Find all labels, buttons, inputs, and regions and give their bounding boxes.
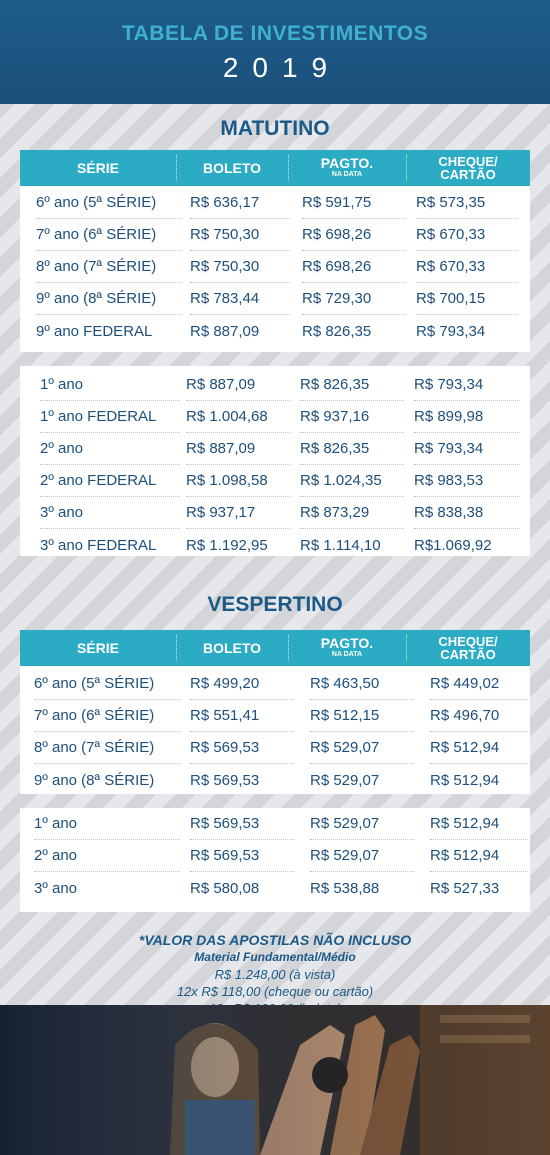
cell-boleto: R$ 937,17 <box>186 497 290 529</box>
cell-boleto: R$ 580,08 <box>190 879 260 897</box>
matutino-group2-table <box>20 366 530 556</box>
col-pagto-label: PAGTO. <box>320 155 374 171</box>
section-title-vespertino: VESPERTINO <box>207 593 343 616</box>
cell-boleto: R$ 636,17 <box>190 187 290 219</box>
col-cheque-label-2: CARTÃO <box>440 647 496 662</box>
cell-pagto: R$ 463,50 <box>310 668 414 700</box>
cell-cheque: R$ 670,33 <box>416 219 518 251</box>
cell-serie: 2º ano <box>40 433 180 465</box>
col-cheque-label-1: CHEQUE/ <box>438 634 498 649</box>
cell-cheque: R$ 512,94 <box>430 732 528 764</box>
cell-pagto: R$ 826,35 <box>300 369 404 401</box>
table-row <box>20 433 530 465</box>
col-cheque-label-1: CHEQUE/ <box>438 154 498 169</box>
table-row <box>20 497 530 529</box>
col-pagto-sub: NA DATA <box>331 171 363 178</box>
cell-cheque: R$ 573,35 <box>416 187 518 219</box>
cell-cheque: R$ 512,94 <box>430 840 528 872</box>
cell-serie: 1º ano FEDERAL <box>40 401 180 433</box>
table-row <box>20 529 530 561</box>
cell-pagto: R$ 937,16 <box>300 401 404 433</box>
table-row <box>20 465 530 497</box>
cell-cheque: R$ 793,34 <box>416 322 486 340</box>
matutino-group1-table <box>20 186 530 352</box>
cell-pagto: R$ 529,07 <box>310 771 380 789</box>
col-cheque <box>406 630 530 666</box>
students-photo <box>0 1005 550 1155</box>
cell-cheque: R$ 793,34 <box>414 369 520 401</box>
cell-boleto: R$ 1.004,68 <box>186 401 290 433</box>
cell-cheque: R$ 899,98 <box>414 401 520 433</box>
col-cheque-label-2: CARTÃO <box>440 167 496 182</box>
cell-boleto: R$ 783,44 <box>190 283 290 315</box>
col-pagto <box>288 630 406 666</box>
cell-pagto: R$ 873,29 <box>300 497 404 529</box>
col-serie-label: SÉRIE <box>76 639 119 656</box>
table-row <box>20 283 530 315</box>
table-row <box>20 668 530 700</box>
cell-boleto: R$ 551,41 <box>190 700 294 732</box>
table-row <box>20 401 530 433</box>
cell-cheque: R$ 512,94 <box>430 771 500 789</box>
table-row <box>20 840 530 872</box>
cell-serie: 9º ano FEDERAL <box>36 322 153 340</box>
footnote-title: *VALOR DAS APOSTILAS NÃO INCLUSO <box>138 932 412 948</box>
col-boleto <box>176 630 288 666</box>
cell-boleto: R$ 569,53 <box>190 840 294 872</box>
col-pagto-sub: NA DATA <box>331 651 363 658</box>
table-header-vespertino <box>20 630 530 666</box>
cell-pagto: R$ 529,07 <box>310 840 414 872</box>
table-row <box>20 315 530 347</box>
col-pagto-label: PAGTO. <box>320 635 374 651</box>
cell-pagto: R$ 591,75 <box>302 187 406 219</box>
cell-serie: 1º ano <box>40 369 180 401</box>
table-row <box>20 872 530 904</box>
cell-serie: 8º ano (7ª SÉRIE) <box>34 732 180 764</box>
cell-pagto: R$ 698,26 <box>302 219 406 251</box>
cell-pagto: R$ 1.024,35 <box>300 465 404 497</box>
cell-cheque: R$ 496,70 <box>430 700 528 732</box>
cell-serie: 3º ano FEDERAL <box>40 536 157 554</box>
cell-pagto: R$ 512,15 <box>310 700 414 732</box>
col-boleto-label: BOLETO <box>202 639 262 656</box>
table-row <box>20 369 530 401</box>
cell-boleto: R$ 569,53 <box>190 732 294 764</box>
cell-boleto: R$ 887,09 <box>190 322 260 340</box>
cell-cheque: R$ 793,34 <box>414 433 520 465</box>
footnote-price-cash: R$ 1.248,00 (à vista) <box>214 967 336 982</box>
cell-pagto: R$ 529,07 <box>310 732 414 764</box>
cell-boleto: R$ 887,09 <box>186 369 290 401</box>
cell-serie: 6º ano (5ª SÉRIE) <box>34 668 180 700</box>
footnote-price-card: 12x R$ 118,00 (cheque ou cartão) <box>176 984 374 999</box>
cell-boleto: R$ 1.098,58 <box>186 465 290 497</box>
col-pagto <box>288 150 406 186</box>
cell-serie: 3º ano <box>40 497 180 529</box>
cell-pagto: R$ 826,35 <box>302 322 372 340</box>
vespertino-group2-table <box>20 808 530 912</box>
cell-serie: 3º ano <box>34 879 78 897</box>
cell-cheque: R$ 983,53 <box>414 465 520 497</box>
col-boleto-label: BOLETO <box>202 159 262 176</box>
table-header-matutino <box>20 150 530 186</box>
footnote-subtitle: Material Fundamental/Médio <box>194 950 356 964</box>
cell-boleto: R$ 569,53 <box>190 771 260 789</box>
cell-boleto: R$ 569,53 <box>190 808 294 840</box>
cell-cheque: R$1.069,92 <box>414 536 492 554</box>
cell-cheque: R$ 449,02 <box>430 668 528 700</box>
col-serie <box>20 630 176 666</box>
cell-pagto: R$ 538,88 <box>310 879 380 897</box>
cell-boleto: R$ 750,30 <box>190 251 290 283</box>
cell-pagto: R$ 826,35 <box>300 433 404 465</box>
cell-serie: 9º ano (8ª SÉRIE) <box>34 771 155 789</box>
cell-boleto: R$ 887,09 <box>186 433 290 465</box>
cell-cheque: R$ 512,94 <box>430 808 528 840</box>
cell-serie: 2º ano FEDERAL <box>40 465 180 497</box>
cell-boleto: R$ 750,30 <box>190 219 290 251</box>
table-row <box>20 808 530 840</box>
col-serie-label: SÉRIE <box>76 159 119 176</box>
table-row <box>20 732 530 764</box>
photo-illustration <box>0 1005 550 1155</box>
table-row <box>20 187 530 219</box>
section-title-matutino: MATUTINO <box>220 117 330 140</box>
cell-serie: 2º ano <box>34 840 180 872</box>
table-row <box>20 251 530 283</box>
cell-serie: 7º ano (6ª SÉRIE) <box>36 219 182 251</box>
cell-pagto: R$ 729,30 <box>302 283 406 315</box>
col-serie <box>20 150 176 186</box>
cell-serie: 8º ano (7ª SÉRIE) <box>36 251 182 283</box>
cell-cheque: R$ 700,15 <box>416 283 518 315</box>
vespertino-group1-table <box>20 666 530 794</box>
cell-pagto: R$ 529,07 <box>310 808 414 840</box>
page-title: TABELA DE INVESTIMENTOS <box>121 22 429 45</box>
cell-serie: 7º ano (6ª SÉRIE) <box>34 700 180 732</box>
cell-pagto: R$ 698,26 <box>302 251 406 283</box>
cell-serie: 6º ano (5ª SÉRIE) <box>36 187 182 219</box>
cell-boleto: R$ 1.192,95 <box>186 536 268 554</box>
cell-pagto: R$ 1.114,10 <box>300 536 381 554</box>
col-cheque <box>406 150 530 186</box>
cell-serie: 1º ano <box>34 808 180 840</box>
col-boleto <box>176 150 288 186</box>
cell-serie: 9º ano (8ª SÉRIE) <box>36 283 182 315</box>
cell-boleto: R$ 499,20 <box>190 668 294 700</box>
cell-cheque: R$ 838,38 <box>414 497 520 529</box>
table-row <box>20 219 530 251</box>
table-row <box>20 700 530 732</box>
cell-cheque: R$ 527,33 <box>430 879 500 897</box>
page-year: 2019 <box>222 52 342 83</box>
cell-cheque: R$ 670,33 <box>416 251 518 283</box>
header-banner <box>0 0 550 104</box>
table-row <box>20 764 530 796</box>
